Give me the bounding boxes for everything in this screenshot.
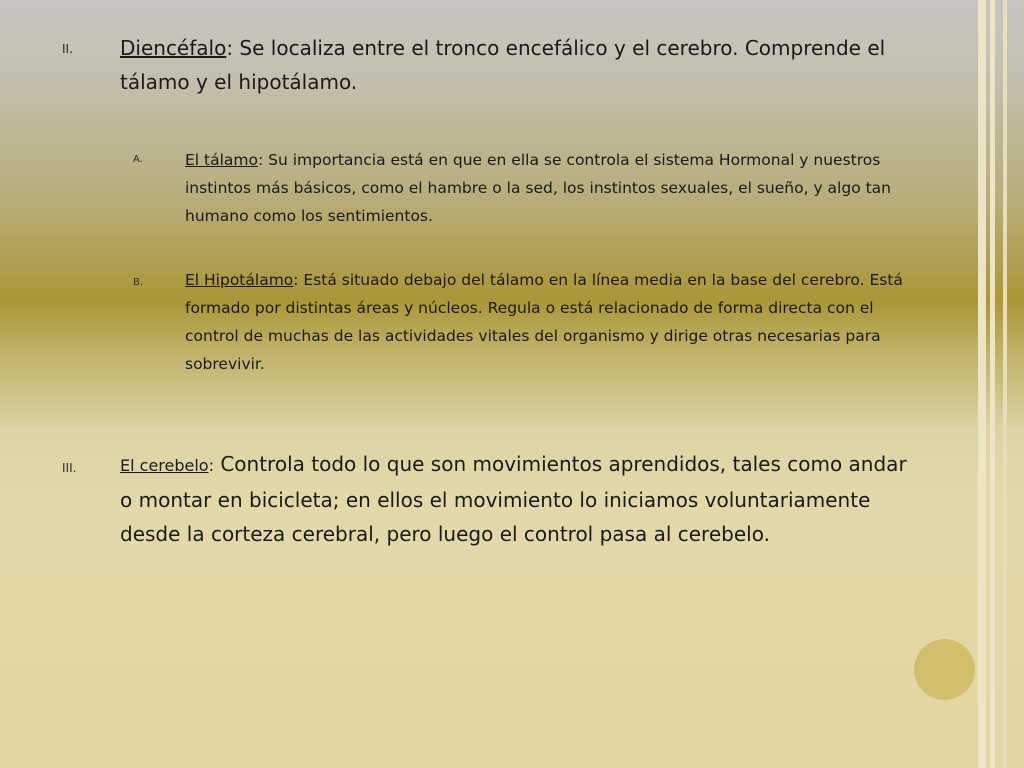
item-description: Controla todo lo que son movimientos aprendidos, tales como andar o montar en bicicleta; en ellos el movimiento lo iniciamos voluntariamente desde la corteza cerebral, pero luego el control pasa al cerebelo. — [120, 452, 907, 546]
item-description: : Está situado debajo del tálamo en la línea media en la base del cerebro. Está formado por distintas áreas y núcleos. Regula o está relacionado de forma directa con el control de muchas de las actividades vitales del organismo y dirige otras necesarias para sobrevivir. — [185, 271, 903, 373]
item-text — [120, 447, 920, 551]
list-marker: A. — [133, 154, 143, 165]
item-description: : Su importancia está en que en ella se controla el sistema Hormonal y nuestros instintos más básicos, como el hambre o la sed, los instintos sexuales, el sueño, y algo tan humano como los sentimientos. — [185, 151, 892, 225]
list-marker: II. — [62, 42, 73, 56]
decorative-circle — [914, 639, 975, 700]
item-description: : Se localiza entre el tronco encefálico y el cerebro. Comprende el tálamo y el hipotálamo. — [120, 36, 886, 94]
border-stripe — [1003, 0, 1007, 768]
item-text — [185, 266, 905, 378]
item-term: Diencéfalo — [120, 36, 227, 60]
list-marker: III. — [62, 461, 77, 475]
border-stripe — [990, 0, 995, 768]
item-term: El cerebelo — [120, 456, 209, 475]
item-text — [185, 146, 905, 230]
item-term: El Hipotálamo — [185, 271, 294, 289]
item-term: El tálamo — [185, 151, 258, 169]
border-stripe — [978, 0, 986, 768]
list-marker: B. — [133, 277, 144, 288]
item-text — [120, 31, 920, 99]
item-colon: : — [208, 456, 214, 475]
